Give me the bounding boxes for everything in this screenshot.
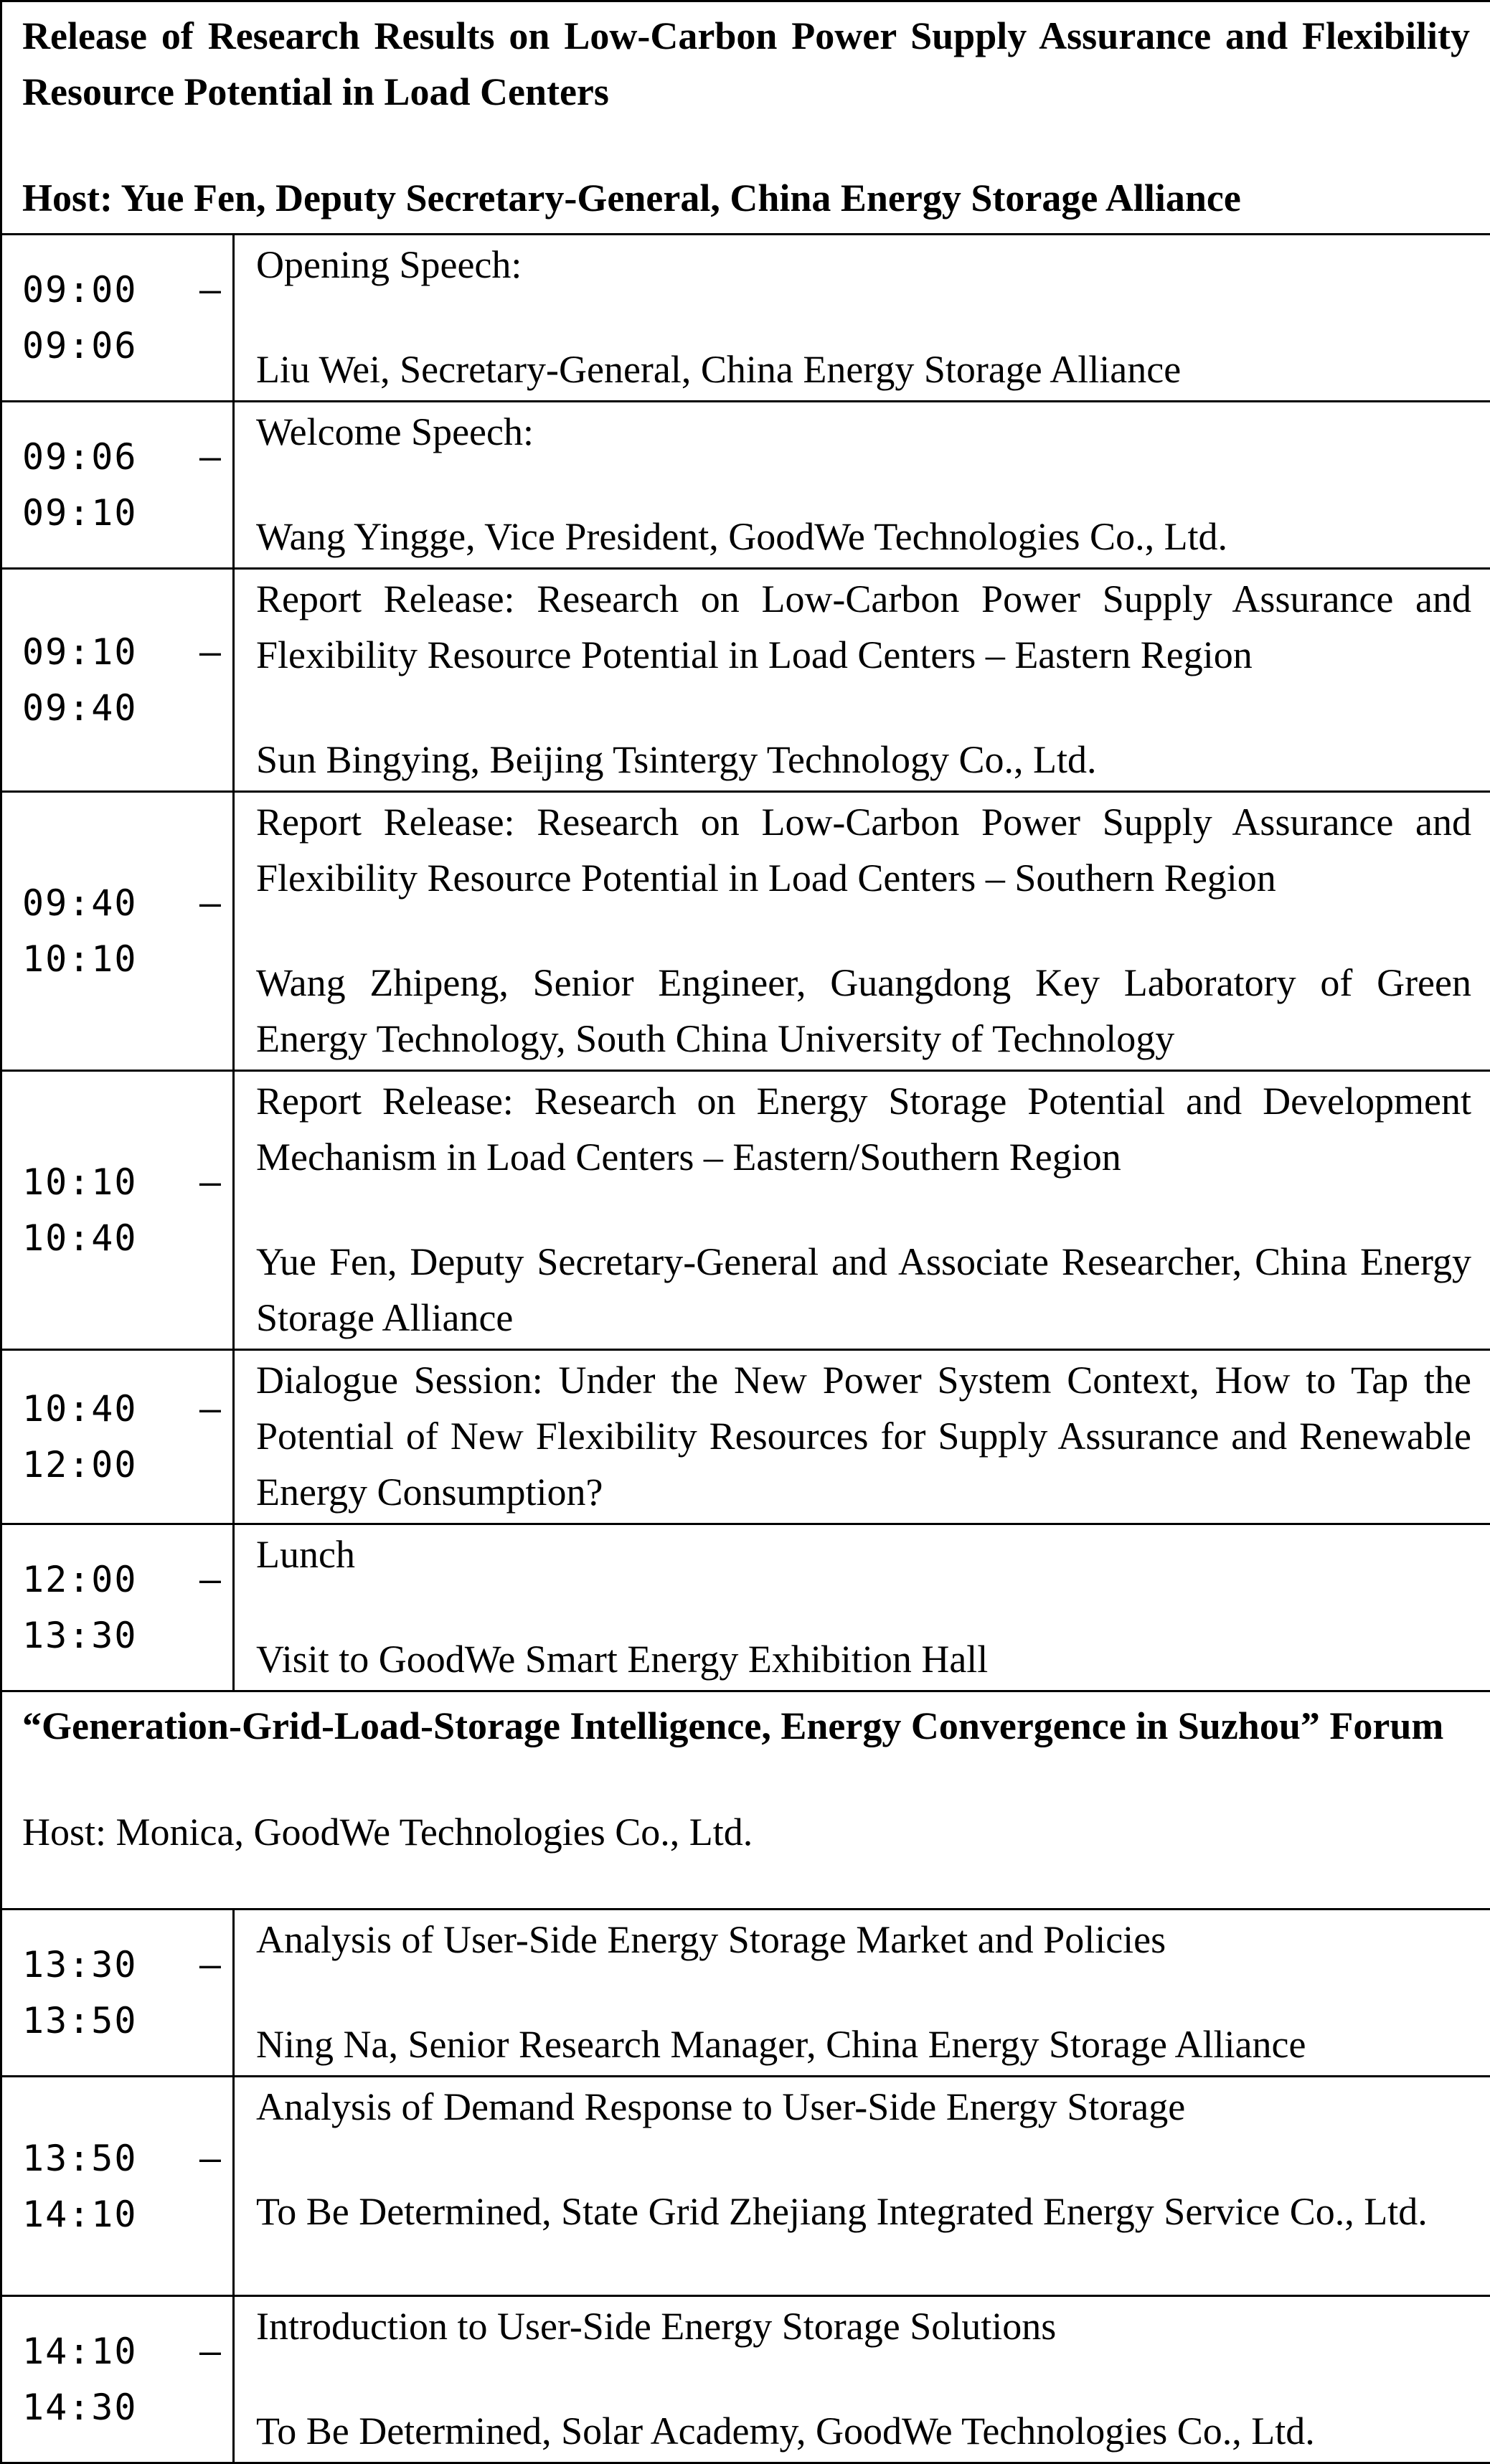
- start-time: 10:40: [22, 1381, 138, 1437]
- section-title: Release of Research Results on Low-Carbon Power Supply Assurance and Flexibility Resource Potential in Load Centers: [22, 8, 1470, 120]
- section-header-cell: [1, 1, 1490, 235]
- agenda-row: [1, 569, 1490, 792]
- end-time: 14:30: [22, 2379, 138, 2435]
- section-host: Host: Yue Fen, Deputy Secretary-General, China Energy Storage Alliance: [22, 170, 1470, 226]
- item-title: Report Release: Research on Energy Storage Potential and Development Mechanism in Load Centers – Eastern/Southern Region: [256, 1073, 1471, 1185]
- time-dash: –: [199, 2130, 222, 2186]
- item-speaker: Wang Zhipeng, Senior Engineer, Guangdong Key Laboratory of Green Energy Technology, South China University of Technology: [256, 955, 1471, 1067]
- start-time: 09:00: [22, 262, 138, 318]
- item-speaker: Ning Na, Senior Research Manager, China Energy Storage Alliance: [256, 2016, 1471, 2072]
- time-cell: [1, 2296, 234, 2463]
- start-time: 09:40: [22, 875, 138, 931]
- item-title: Introduction to User-Side Energy Storage Solutions: [256, 2298, 1471, 2354]
- section-title: “Generation-Grid-Load-Storage Intelligence, Energy Convergence in Suzhou” Forum: [22, 1698, 1470, 1754]
- agenda-row: [1, 402, 1490, 569]
- time-cell: [1, 1910, 234, 2077]
- time-cell: [1, 792, 234, 1071]
- agenda-row: [1, 1071, 1490, 1350]
- end-time: 13:50: [22, 1993, 138, 2049]
- content-cell: [234, 569, 1490, 792]
- end-time: 10:40: [22, 1210, 138, 1266]
- end-time: 12:00: [22, 1437, 138, 1493]
- content-cell: [234, 2077, 1490, 2296]
- content-cell: [234, 2296, 1490, 2463]
- agenda-row: [1, 2296, 1490, 2463]
- content-cell: [234, 792, 1490, 1071]
- item-title: Lunch: [256, 1526, 1471, 1582]
- time-cell: [1, 402, 234, 569]
- time-cell: [1, 569, 234, 792]
- time-cell: [1, 1524, 234, 1691]
- time-cell: [1, 2077, 234, 2296]
- content-cell: [234, 1071, 1490, 1350]
- content-cell: [234, 1524, 1490, 1691]
- start-time: 09:10: [22, 624, 138, 680]
- start-time: 14:10: [22, 2323, 138, 2379]
- item-title: Dialogue Session: Under the New Power System Context, How to Tap the Potential of New Flexibility Resources for Supply Assurance and Renewable Energy Consumption?: [256, 1352, 1471, 1520]
- start-time: 10:10: [22, 1154, 138, 1210]
- content-cell: [234, 235, 1490, 402]
- item-title: Report Release: Research on Low-Carbon Power Supply Assurance and Flexibility Resource Potential in Load Centers – Eastern Region: [256, 571, 1471, 683]
- end-time: 09:40: [22, 680, 138, 736]
- section-header-row: [1, 1, 1490, 235]
- section-header-row: [1, 1691, 1490, 1910]
- time-cell: [1, 1350, 234, 1524]
- time-dash: –: [199, 1937, 222, 1993]
- content-cell: [234, 1350, 1490, 1524]
- end-time: 14:10: [22, 2186, 138, 2242]
- time-dash: –: [199, 875, 222, 931]
- item-speaker: Wang Yingge, Vice President, GoodWe Technologies Co., Ltd.: [256, 509, 1471, 565]
- time-dash: –: [199, 2323, 222, 2379]
- item-speaker: Yue Fen, Deputy Secretary-General and Associate Researcher, China Energy Storage Alliance: [256, 1234, 1471, 1346]
- item-title: Analysis of Demand Response to User-Side Energy Storage: [256, 2079, 1471, 2135]
- start-time: 13:50: [22, 2130, 138, 2186]
- agenda-row: [1, 1350, 1490, 1524]
- time-dash: –: [199, 624, 222, 680]
- item-title: Opening Speech:: [256, 237, 1471, 293]
- item-speaker: To Be Determined, State Grid Zhejiang Integrated Energy Service Co., Ltd.: [256, 2184, 1471, 2239]
- start-time: 12:00: [22, 1552, 138, 1608]
- end-time: 10:10: [22, 931, 138, 987]
- time-dash: –: [199, 1552, 222, 1608]
- item-speaker: To Be Determined, Solar Academy, GoodWe Technologies Co., Ltd.: [256, 2403, 1471, 2459]
- time-dash: –: [199, 429, 222, 485]
- end-time: 09:06: [22, 318, 138, 374]
- agenda-row: [1, 2077, 1490, 2296]
- start-time: 13:30: [22, 1937, 138, 1993]
- agenda-row: [1, 235, 1490, 402]
- content-cell: [234, 402, 1490, 569]
- item-speaker: Visit to GoodWe Smart Energy Exhibition Hall: [256, 1631, 1471, 1687]
- time-dash: –: [199, 1154, 222, 1210]
- item-title: Welcome Speech:: [256, 404, 1471, 460]
- agenda-row: [1, 792, 1490, 1071]
- agenda-row: [1, 1524, 1490, 1691]
- time-dash: –: [199, 1381, 222, 1437]
- section-header-cell: [1, 1691, 1490, 1910]
- item-speaker: Liu Wei, Secretary-General, China Energy Storage Alliance: [256, 341, 1471, 397]
- time-cell: [1, 235, 234, 402]
- time-cell: [1, 1071, 234, 1350]
- time-dash: –: [199, 262, 222, 318]
- item-title: Analysis of User-Side Energy Storage Market and Policies: [256, 1912, 1471, 1968]
- end-time: 13:30: [22, 1608, 138, 1663]
- end-time: 09:10: [22, 485, 138, 541]
- start-time: 09:06: [22, 429, 138, 485]
- section-host: Host: Monica, GoodWe Technologies Co., Ltd.: [22, 1804, 1470, 1860]
- item-speaker: Sun Bingying, Beijing Tsintergy Technology Co., Ltd.: [256, 732, 1471, 788]
- content-cell: [234, 1910, 1490, 2077]
- item-title: Report Release: Research on Low-Carbon Power Supply Assurance and Flexibility Resource Potential in Load Centers – Southern Region: [256, 794, 1471, 906]
- agenda-row: [1, 1910, 1490, 2077]
